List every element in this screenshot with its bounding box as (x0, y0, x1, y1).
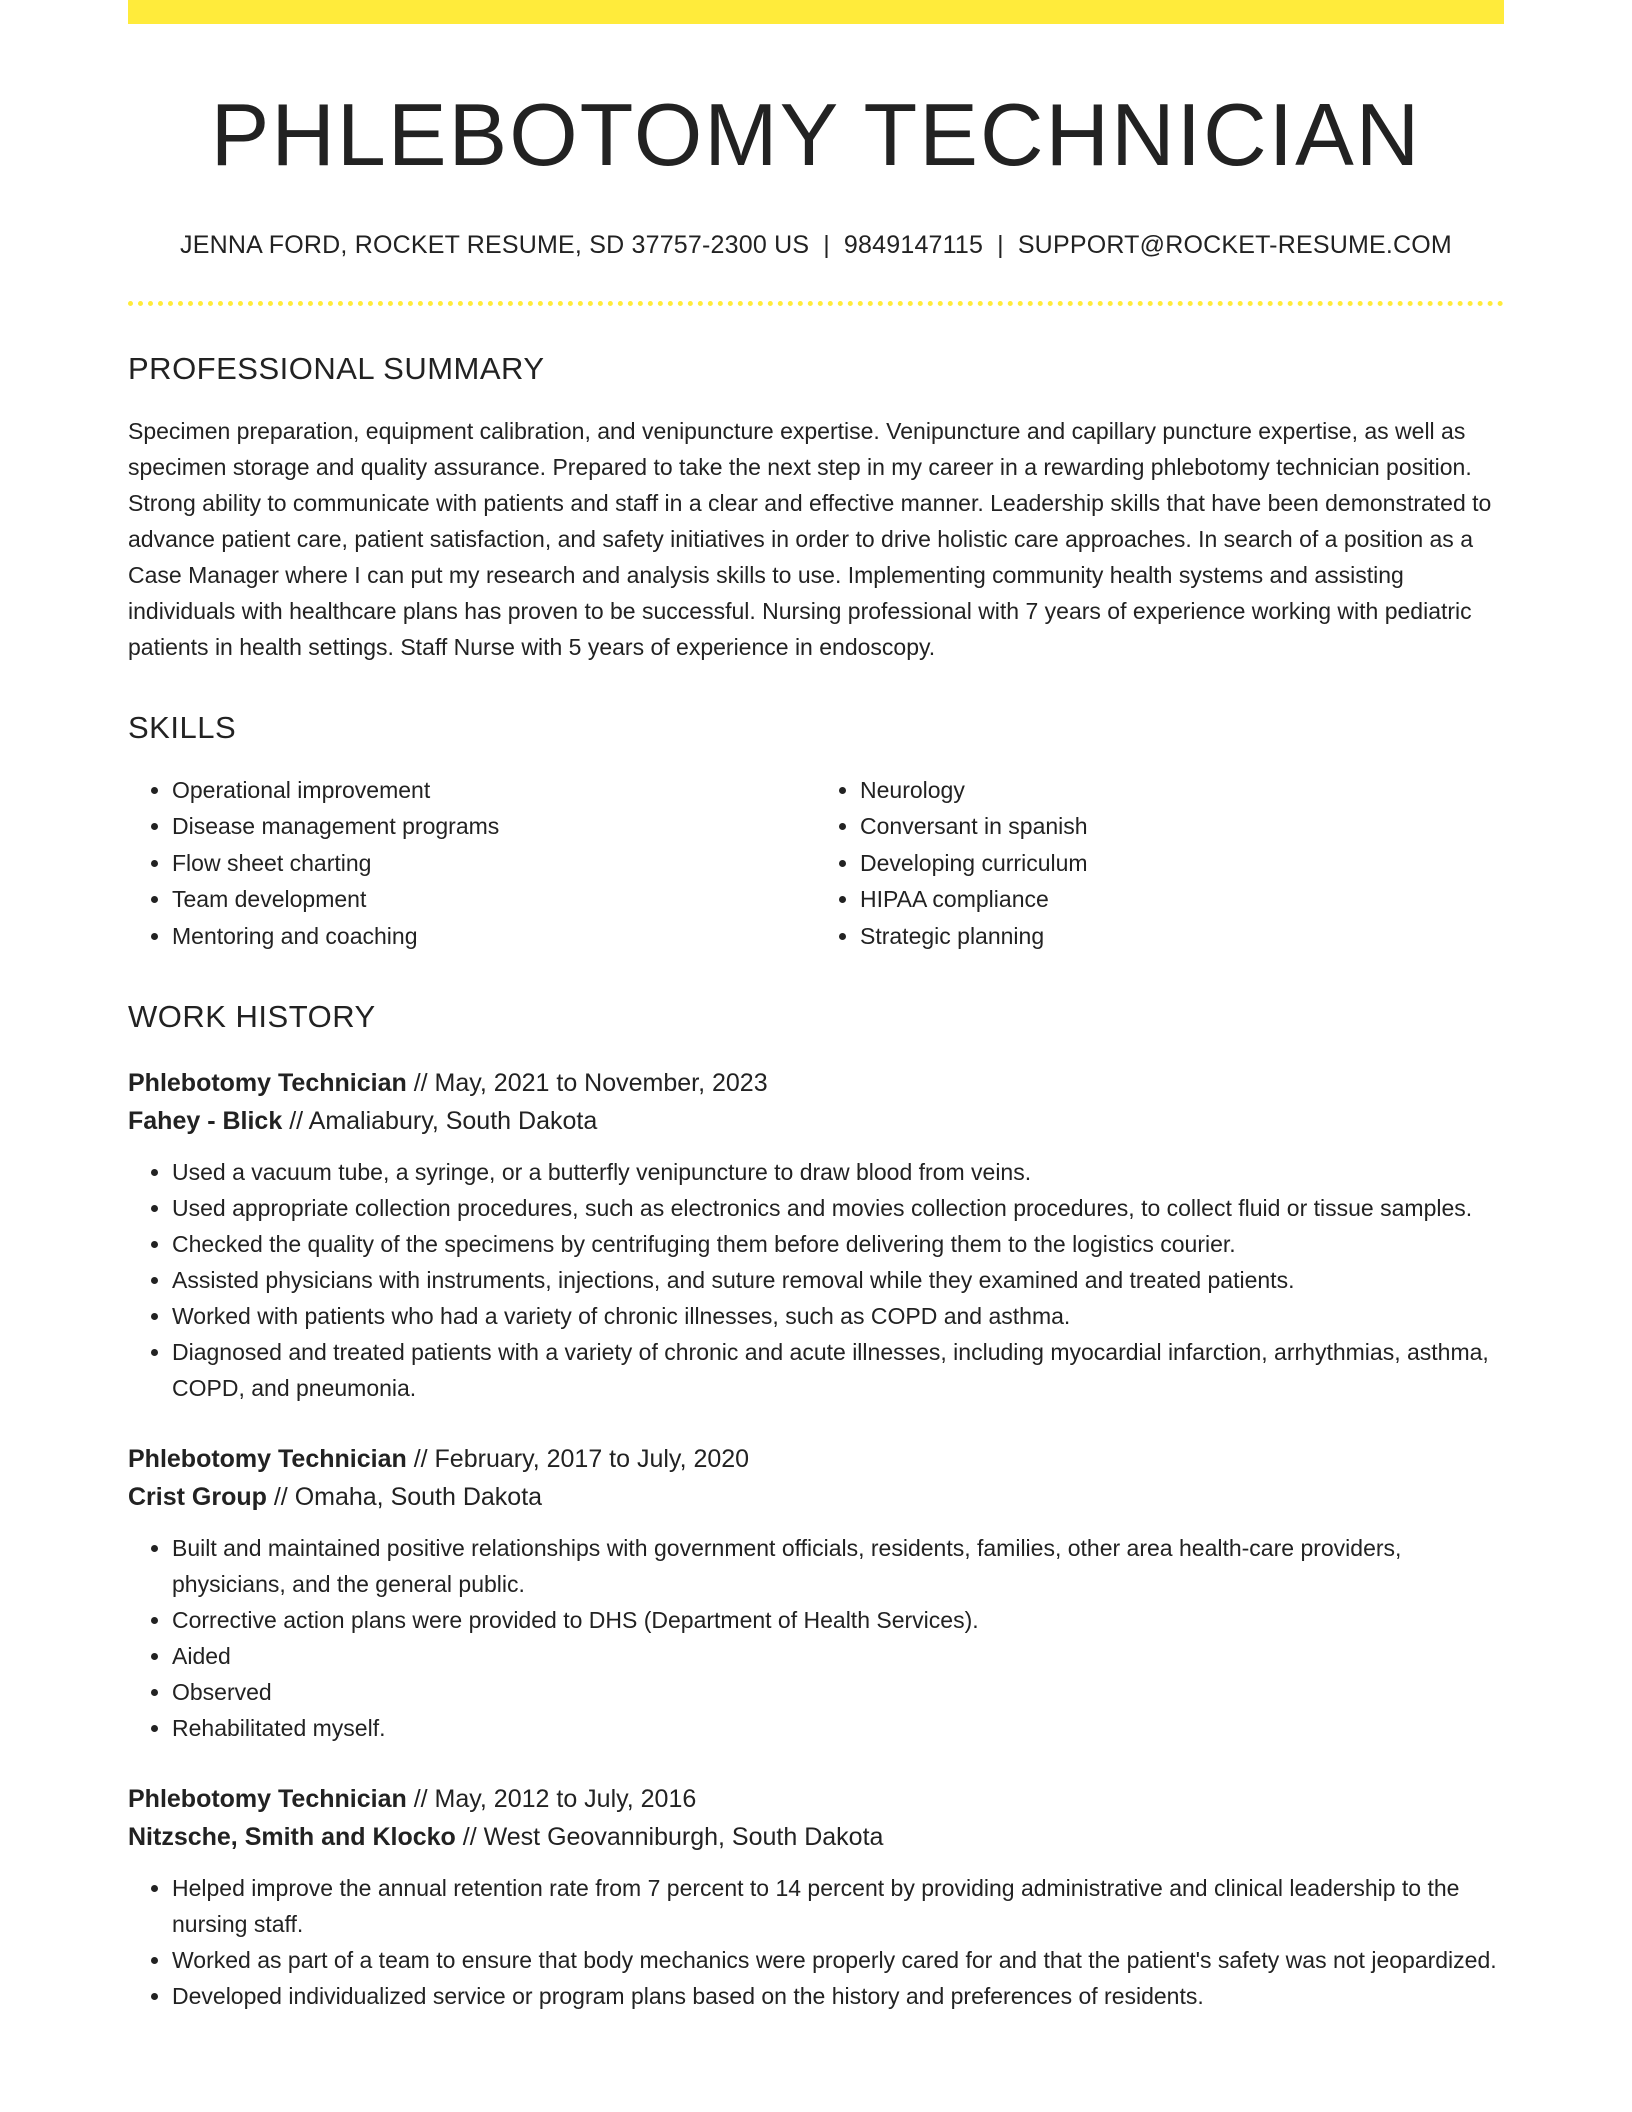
summary-text: Specimen preparation, equipment calibration, and venipuncture expertise. Venipuncture and capillary puncture expertise, as well as specimen storage and quality assurance. Prepared to take the next step in my career in a rewarding phlebotomy technician position. Strong ability to communicate with patients and staff in a clear and effective manner. Leadership skills that have been demonstrated to advance patient care, patient satisfaction, and safety initiatives in order to drive holistic care approaches. In search of a position as a Case Manager where I can put my research and analysis skills to use. Implementing community health systems and assisting individuals with healthcare plans has proven to be successful. Nursing professional with 7 years of experience working with pediatric patients in health settings. Staff Nurse with 5 years of experience in endoscopy. (128, 417, 1492, 660)
job-location: // Omaha, South Dakota (273, 1482, 543, 1511)
job-title-line (128, 1440, 1504, 1478)
job-bullet: • Worked as part of a team to ensure that body mechanics were properly cared for and that the patient's safety was not jeopardized. (172, 1942, 1504, 1978)
contact-separator: | (823, 230, 830, 259)
job-bullet: • Assisted physicians with instruments, injections, and suture removal while they examined and treated patients. (172, 1262, 1504, 1298)
job-bullets (128, 1154, 1504, 1406)
job-entry (128, 1064, 1504, 1406)
contact-address: JENNA FORD, ROCKET RESUME, SD 37757-2300 US (180, 230, 810, 259)
job-dates: // May, 2012 to July, 2016 (413, 1784, 697, 1813)
skill-item: • Team development (172, 881, 816, 918)
job-bullet: • Used a vacuum tube, a syringe, or a butterfly venipuncture to draw blood from veins. (172, 1154, 1504, 1190)
skill-item: • Flow sheet charting (172, 845, 816, 882)
job-bullet: • Checked the quality of the specimens by centrifuging them before delivering them to the logistics courier. (172, 1226, 1504, 1262)
job-bullet: • Developed individualized service or program plans based on the history and preferences of residents. (172, 1978, 1504, 2014)
resume-title: PHLEBOTOMY TECHNICIAN (210, 85, 1422, 184)
skills-heading: SKILLS (128, 709, 237, 745)
job-company: Crist Group (128, 1482, 267, 1511)
job-title: Phlebotomy Technician (128, 1444, 407, 1473)
skill-item: • Disease management programs (172, 808, 816, 845)
job-bullets (128, 1530, 1504, 1746)
job-title-line (128, 1780, 1504, 1818)
job-company-line (128, 1102, 1504, 1140)
contact-line (128, 228, 1504, 263)
job-location: // West Geovanniburgh, South Dakota (462, 1822, 884, 1851)
job-title: Phlebotomy Technician (128, 1784, 407, 1813)
skills-list (128, 772, 1504, 955)
skill-item: • Developing curriculum (860, 845, 1504, 882)
skill-item: • Strategic planning (860, 918, 1504, 955)
job-bullet: • Helped improve the annual retention rate from 7 percent to 14 percent by providing administrative and clinical leadership to the nursing staff. (172, 1870, 1504, 1942)
skill-item: • Operational improvement (172, 772, 816, 809)
job-bullets (128, 1870, 1504, 2014)
job-location: // Amaliabury, South Dakota (289, 1106, 598, 1135)
job-company: Fahey - Blick (128, 1106, 283, 1135)
job-company-line (128, 1478, 1504, 1516)
job-bullet: • Corrective action plans were provided to DHS (Department of Health Services). (172, 1602, 1504, 1638)
skills-column-left (128, 772, 816, 955)
job-bullet: • Diagnosed and treated patients with a variety of chronic and acute illnesses, including myocardial infarction, arrhythmias, asthma, COPD, and pneumonia. (172, 1334, 1504, 1406)
skill-item: • Neurology (860, 772, 1504, 809)
job-dates: // February, 2017 to July, 2020 (413, 1444, 750, 1473)
work-history-heading: WORK HISTORY (128, 999, 376, 1035)
job-bullet: • Observed (172, 1674, 1504, 1710)
contact-email: SUPPORT@ROCKET-RESUME.COM (1017, 230, 1452, 259)
job-bullet: • Worked with patients who had a variety of chronic illnesses, such as COPD and asthma. (172, 1298, 1504, 1334)
summary-heading: PROFESSIONAL SUMMARY (128, 350, 545, 386)
contact-phone: 9849147115 (843, 230, 984, 259)
accent-top-bar (128, 0, 1504, 24)
job-bullet: • Built and maintained positive relationships with government officials, residents, families, other area health-care providers, physicians, and the general public. (172, 1530, 1504, 1602)
job-dates: // May, 2021 to November, 2023 (413, 1068, 768, 1097)
job-company-line (128, 1818, 1504, 1856)
skill-item: • HIPAA compliance (860, 881, 1504, 918)
skill-item: • Conversant in spanish (860, 808, 1504, 845)
job-title-line (128, 1064, 1504, 1102)
dotted-divider (128, 301, 1504, 306)
job-bullet: • Rehabilitated myself. (172, 1710, 1504, 1746)
skill-item: • Mentoring and coaching (172, 918, 816, 955)
skills-column-right (816, 772, 1504, 955)
job-bullet: • Aided (172, 1638, 1504, 1674)
job-company: Nitzsche, Smith and Klocko (128, 1822, 456, 1851)
job-entry (128, 1780, 1504, 2014)
job-bullet: • Used appropriate collection procedures, such as electronics and movies collection procedures, to collect fluid or tissue samples. (172, 1190, 1504, 1226)
job-entry (128, 1440, 1504, 1746)
job-title: Phlebotomy Technician (128, 1068, 407, 1097)
contact-separator: | (997, 230, 1004, 259)
